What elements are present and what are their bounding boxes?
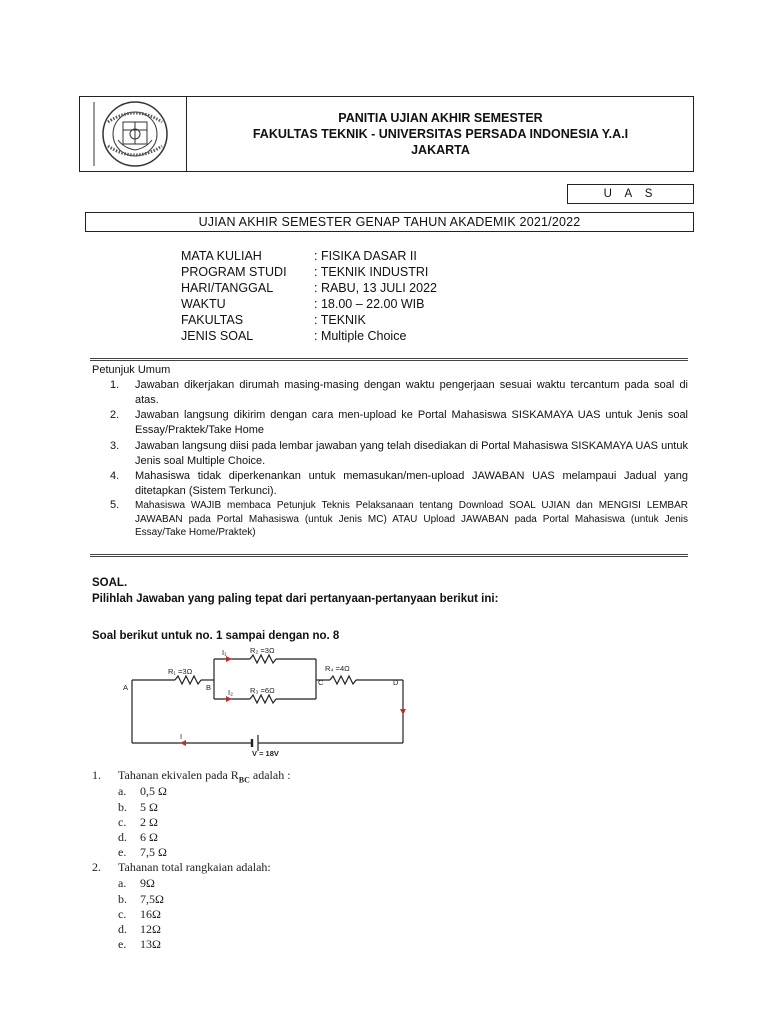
node-b-label: B — [206, 683, 212, 692]
option-letter: a. — [118, 876, 127, 890]
option-text: 2 Ω — [140, 815, 158, 829]
petunjuk-num: 4. — [110, 470, 120, 482]
voltage-label: V = 18V — [252, 749, 279, 757]
header-line-3: JAKARTA — [411, 143, 470, 157]
r4-label: R₄ =4Ω — [325, 664, 350, 673]
option-text: 7,5Ω — [140, 892, 164, 906]
petunjuk-text: Jawaban langsung dikirim dengan cara men-upload ke Portal Mahasiswa SISKAMAYA UAS untuk Jenis soal Essay/Praktek/Take Home — [135, 409, 688, 436]
petunjuk-num: 3. — [110, 440, 120, 452]
petunjuk-item — [110, 378, 688, 408]
option-letter: d. — [118, 922, 127, 936]
r3-label: R₃ =6Ω — [250, 686, 275, 695]
divider-bottom — [90, 554, 688, 557]
option-text: 9Ω — [140, 876, 155, 890]
petunjuk-num: 5. — [110, 499, 120, 511]
option-text: 16Ω — [140, 907, 161, 921]
question-text-sub: BC — [238, 775, 250, 785]
r1-label: R₁ =3Ω — [168, 667, 193, 676]
info-label: WAKTU — [181, 297, 226, 311]
info-label: PROGRAM STUDI — [181, 265, 287, 279]
soal-instruction: Pilihlah Jawaban yang paling tepat dari pertanyaan-pertanyaan berikut ini: — [92, 593, 499, 605]
info-value: : RABU, 13 JULI 2022 — [314, 281, 437, 295]
circuit-diagram — [120, 645, 420, 757]
petunjuk-item — [110, 408, 688, 438]
question-text-post: adalah : — [249, 768, 291, 782]
soal-heading: SOAL. — [92, 577, 128, 589]
divider-top — [90, 358, 688, 361]
info-label: FAKULTAS — [181, 313, 244, 327]
r2-label: R₂ =3Ω — [250, 646, 275, 655]
question-number: 2. — [92, 860, 101, 874]
petunjuk-item — [110, 499, 688, 543]
question-text — [118, 768, 291, 784]
question-number: 1. — [92, 768, 101, 782]
petunjuk-num: 1. — [110, 379, 120, 391]
question-text: Tahanan total rangkaian adalah: — [118, 860, 271, 874]
info-value: : FISIKA DASAR II — [314, 249, 417, 263]
info-label: MATA KULIAH — [181, 249, 262, 263]
i-label: I — [180, 732, 183, 741]
option-letter: e. — [118, 937, 127, 951]
header-line-2: FAKULTAS TEKNIK - UNIVERSITAS PERSADA INDONESIA Y.A.I — [252, 127, 629, 141]
option-text: 13Ω — [140, 937, 161, 951]
soal-subheading: Soal berikut untuk no. 1 sampai dengan no. 8 — [92, 630, 340, 642]
petunjuk-text: Jawaban langsung diisi pada lembar jawaban yang telah disediakan di Portal Mahasiswa SISKAMAYA UAS untuk Jenis soal Multiple Choice. — [135, 440, 688, 467]
option-letter: c. — [118, 815, 127, 829]
i1-label: I₁ — [222, 648, 227, 657]
option-letter: d. — [118, 830, 127, 844]
petunjuk-title: Petunjuk Umum — [92, 364, 171, 376]
info-label: HARI/TANGGAL — [181, 281, 274, 295]
option-letter: c. — [118, 907, 127, 921]
header-line-1: PANITIA UJIAN AKHIR SEMESTER — [338, 111, 543, 125]
option-text: 0,5 Ω — [140, 784, 167, 798]
info-value: : TEKNIK INDUSTRI — [314, 265, 429, 279]
option-letter: b. — [118, 892, 127, 906]
option-text: 12Ω — [140, 922, 161, 936]
uas-label: U A S — [567, 184, 694, 204]
i2-label: I₂ — [228, 688, 233, 697]
option-letter: e. — [118, 845, 127, 859]
petunjuk-text: Mahasiswa WAJIB membaca Petunjuk Teknis Pelaksanaan tentang Download SOAL UJIAN dan MENGISI LEMBAR JAWABAN pada Portal Mahasiswa (untuk Jenis MC) ATAU Upload JAWABAN pada Portal Mahasiswa (untuk Jenis Essay/Take Home/Praktek) — [135, 500, 688, 538]
node-d-label: D — [393, 678, 399, 687]
question-text-pre: Tahanan ekivalen pada R — [118, 768, 239, 782]
petunjuk-text: Jawaban dikerjakan dirumah masing-masing dengan waktu pengerjaan sesuai waktu tercantum pada soal di atas. — [135, 379, 688, 406]
petunjuk-item — [110, 439, 688, 469]
petunjuk-item — [110, 469, 688, 499]
node-c-label: C — [318, 678, 324, 687]
petunjuk-num: 2. — [110, 409, 120, 421]
option-text: 7,5 Ω — [140, 845, 167, 859]
info-label: JENIS SOAL — [181, 329, 254, 343]
option-text: 5 Ω — [140, 800, 158, 814]
info-value: : 18.00 – 22.00 WIB — [314, 297, 425, 311]
option-text: 6 Ω — [140, 830, 158, 844]
university-logo — [88, 100, 182, 168]
option-letter: a. — [118, 784, 127, 798]
node-a-label: A — [123, 683, 129, 692]
info-value: : Multiple Choice — [314, 329, 407, 343]
option-letter: b. — [118, 800, 127, 814]
exam-title: UJIAN AKHIR SEMESTER GENAP TAHUN AKADEMIK 2021/2022 — [85, 212, 694, 232]
info-value: : TEKNIK — [314, 313, 366, 327]
petunjuk-text: Mahasiswa tidak diperkenankan untuk memasukan/men-upload JAWABAN UAS melampaui Jadual yang ditetapkan (Sistem Terkunci). — [135, 470, 688, 497]
